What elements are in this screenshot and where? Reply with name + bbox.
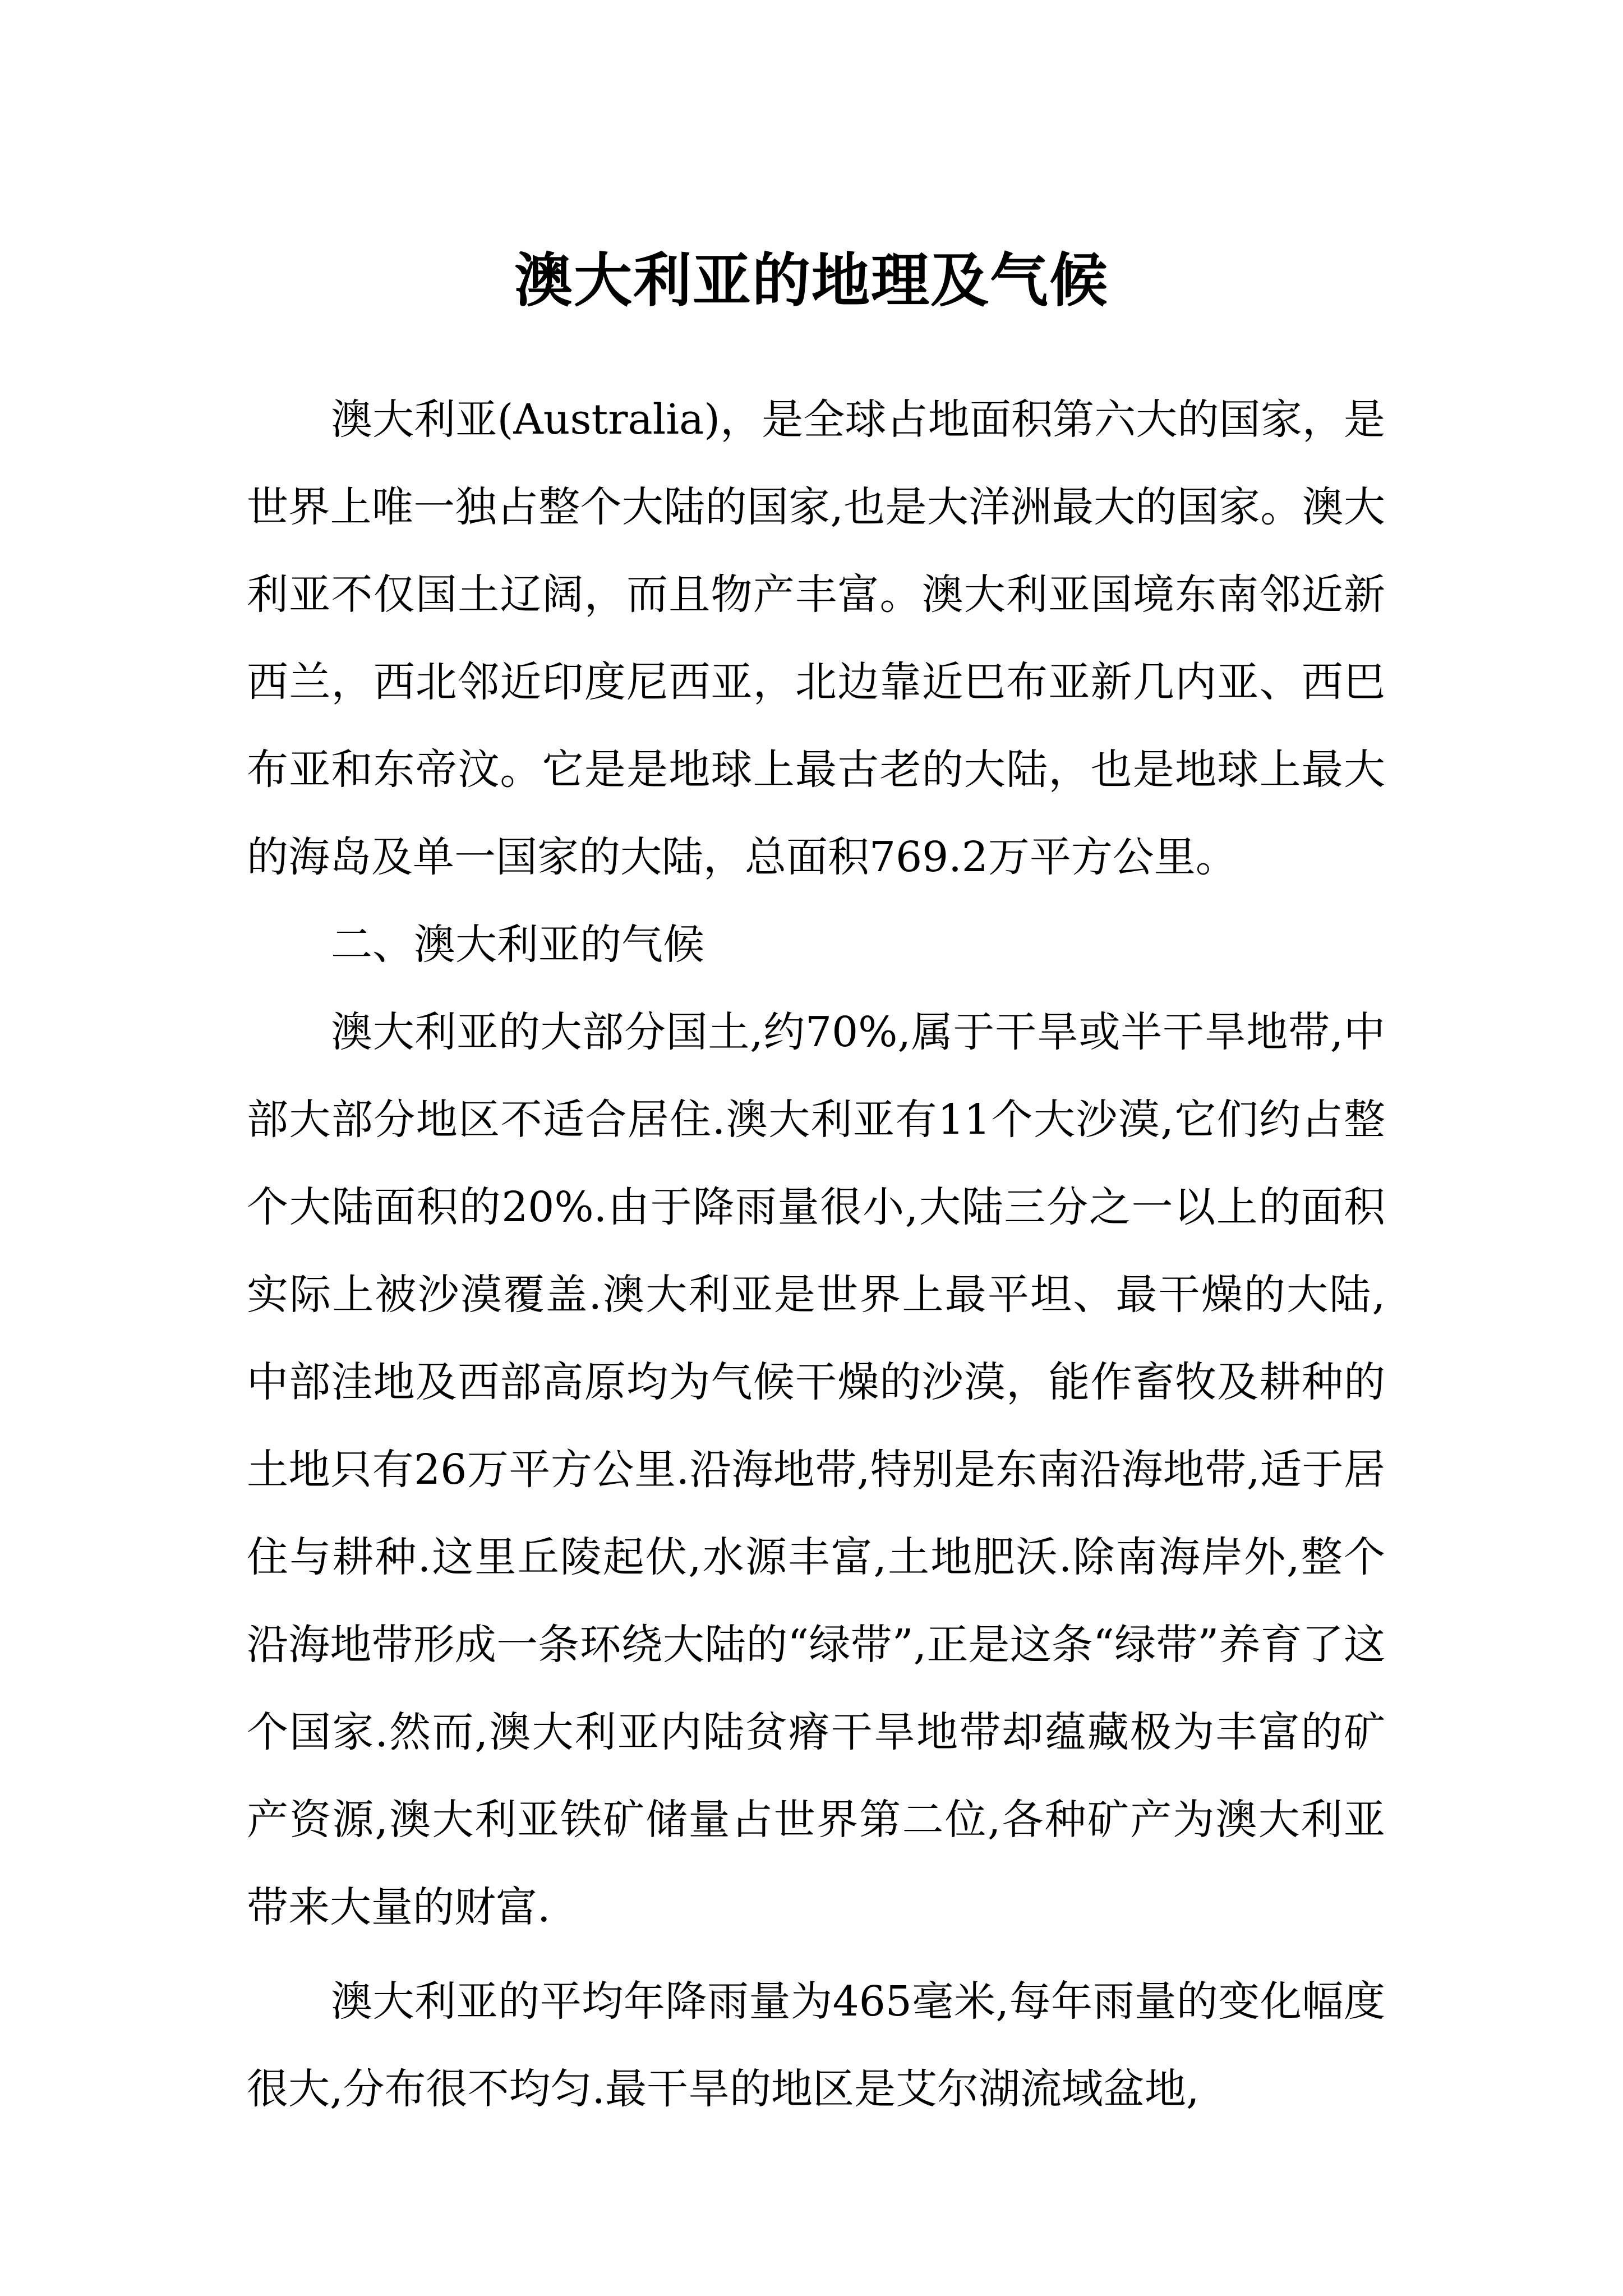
document-body: [247, 376, 1385, 2133]
section-heading-climate: 二、澳大利亚的气候: [331, 921, 704, 969]
paragraph-climate: 澳大利亚的大部分国土,约70%,属于干旱或半干旱地带,中部大部分地区不适合居住.澳大利亚有11个大沙漠,它们约占整个大陆面积的20%.由于降雨量很小,大陆三分之一以上的面积实际上被沙漠覆盖.澳大利亚是世界上最平坦、最干燥的大陆,中部洼地及西部高原均为气候干燥的沙漠，能作畜牧及耕种的土地只有26万平方公里.沿海地带,特别是东南沿海地带,适于居住与耕种.这里丘陵起伏,水源丰富,土地肥沃.除南海岸外,整个沿海地带形成一条环绕大陆的“绿带”,正是这条“绿带”养育了这个国家.然而,澳大利亚内陆贫瘠干旱地带却蕴藏极为丰富的矿产资源,澳大利亚铁矿储量占世界第二位,各种矿产为澳大利亚带来大量的财富.: [247, 1008, 1385, 1931]
paragraph-intro: 澳大利亚(Australia)，是全球占地面积第六大的国家，是世界上唯一独占整个大陆的国家,也是大洋洲最大的国家。澳大利亚不仅国土辽阔，而且物产丰富。澳大利亚国境东南邻近新西兰，西北邻近印度尼西亚，北边靠近巴布亚新几内亚、西巴布亚和东帝汶。它是是地球上最古老的大陆，也是地球上最大的海岛及单一国家的大陆，总面积769.2万平方公里。: [247, 395, 1385, 881]
document-title: 澳大利亚的地理及气候: [514, 245, 1109, 315]
paragraph-rainfall: 澳大利亚的平均年降雨量为465毫米,每年雨量的变化幅度很大,分布很不均匀.最干旱的地区是艾尔湖流域盆地,: [247, 1977, 1385, 2113]
